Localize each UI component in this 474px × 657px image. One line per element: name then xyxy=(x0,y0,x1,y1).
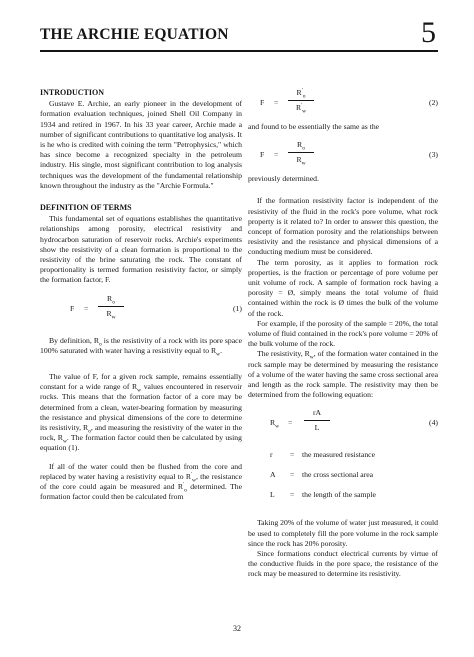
eq1-equals: = xyxy=(84,303,89,313)
definition-heading: DEFINITION OF TERMS xyxy=(40,203,132,213)
conductive-fluids-paragraph: Since formations conduct electrical currents by virtue of the conductive fluids in the pore space, the resistance of the rock may be measured to determine its resistivity. xyxy=(248,549,438,579)
eq2-fraction: $R'_o$ $R'_w$ xyxy=(288,88,314,114)
definition-paragraph: This fundamental set of equations establishes the quantitative relationships among porosity, electrical resistivity and hydrocarbon saturation of reservoir rocks. Archie's experiments show the resistivity of a clean formation is proportional to the resistivity of the brine saturating the rock. The constant of proportionality is termed formation resistivity factor, or simply the formation factor, F. xyxy=(40,214,242,285)
flushed-core-paragraph: If all of the water could then be flushed from the core and replaced by water having a resistivity equal to $R'_w$, the resistance of the core could again be measured and $R'_o$ determined. The formation factor could then be calculated from xyxy=(40,461,242,502)
introduction-heading: INTRODUCTION xyxy=(40,88,105,97)
equation-1 xyxy=(40,294,242,328)
eq4-number: (4) xyxy=(429,418,438,428)
independence-paragraph: If the formation resistivity factor is independent of the resistivity of the fluid in the rock's pore volume, what rock property is it related to? In order to answer this question, the concept of formation porosity and the relationships between resistivity and the resistance and physical dimensions of a conducting medium must be considered. xyxy=(248,196,438,257)
eq2-number: (2) xyxy=(429,98,438,107)
water-resistivity-paragraph: The resistivity, $R_w$, of the formation water contained in the rock sample may be determined by measuring the resistance of a volume of the water having the same cross sectional area and length as the rock sample. The resistivity may then be determined from the following equation: xyxy=(248,349,439,400)
eq1-fraction: $R_o$ $R_w$ xyxy=(98,294,124,320)
equation-4 xyxy=(248,408,438,442)
header-rule xyxy=(40,50,438,52)
introduction-paragraph: Gustave E. Archie, an early pioneer in the development of formation evaluation techniques, joined Shell Oil Company in 1934 and retired in 1967. In his 33 year career, Archie made a number of significant contributions to quantitative log analysis. It is he who is credited with coining the term "Petrophysics," which has since become a recognized specialty in the petroleum industry. His single, most significant contribution to log analysis techniques was the development of the fundamental relationship known throughout the industry as the "Archie Formula." xyxy=(40,99,242,190)
eq4-fraction: rA L xyxy=(304,408,330,434)
eq1-number: (1) xyxy=(233,303,242,313)
twenty-percent-paragraph: Taking 20% of the volume of water just measured, it could be used to completely fill the pore volume in the rock sample since the rock has 20% porosity. xyxy=(248,518,438,548)
page-number: 32 xyxy=(233,624,241,633)
eq4-equals: = xyxy=(288,418,293,428)
eq3-lhs: F xyxy=(260,150,265,160)
definition-r: r = the measured resistance xyxy=(270,450,375,460)
porosity-example-paragraph: For example, if the porosity of the sample = 20%, the total volume of fluid contained in the rock's pore volume = 20% of the bulk volume of the rock. xyxy=(248,318,438,349)
definition-a: A = the cross sectional area xyxy=(270,470,374,480)
porosity-term-paragraph: The term porosity, as it applies to formation rock properties, is the fraction or percentage of pore volume per unit volume of rock. A sample of formation rock having a porosity = Ø, simply means the total volume of fluid contained within the rock is Ø times the bulk of the volume of the rock. xyxy=(248,257,438,318)
eq2-equals: = xyxy=(274,98,279,107)
right-column xyxy=(248,88,438,580)
equation-2 xyxy=(248,88,438,122)
definition-ro-paragraph: By definition, $R_o$ is the resistivity of a rock with its pore space 100% saturated with water having a resistivity equal to $R_w$. xyxy=(40,335,242,358)
eq3-equals: = xyxy=(274,150,279,160)
definition-l: L = the length of the sample xyxy=(270,490,376,500)
previously-determined-text: previously determined. xyxy=(248,174,319,184)
equation-3 xyxy=(248,140,438,174)
eq1-lhs: F xyxy=(70,303,75,313)
left-column xyxy=(40,88,242,503)
found-same-text: and found to be essentially the same as the xyxy=(248,122,380,131)
eq2-lhs: F xyxy=(260,98,265,107)
chapter-title: THE ARCHIE EQUATION xyxy=(40,26,229,43)
page-header xyxy=(40,16,436,49)
eq3-fraction: $R_o$ $R_w$ xyxy=(288,140,314,166)
chapter-number: 5 xyxy=(421,16,436,49)
formation-factor-value-paragraph: The value of F, for a given rock sample, remains essentially constant for a wide range of $R_w$ values encountered in reservoir rocks. This means that the formation factor of a core may be determined from a clean, water-bearing formation by measuring the resistance and physical dimensions of the core to determine its resistivity, $R_o$, and measuring the resistivity of the water in the rock, $R_w$. The formation factor could then be calculated by using equation (1). xyxy=(40,372,242,453)
eq3-number: (3) xyxy=(429,150,438,160)
eq4-lhs: $R_w$ xyxy=(270,418,280,430)
